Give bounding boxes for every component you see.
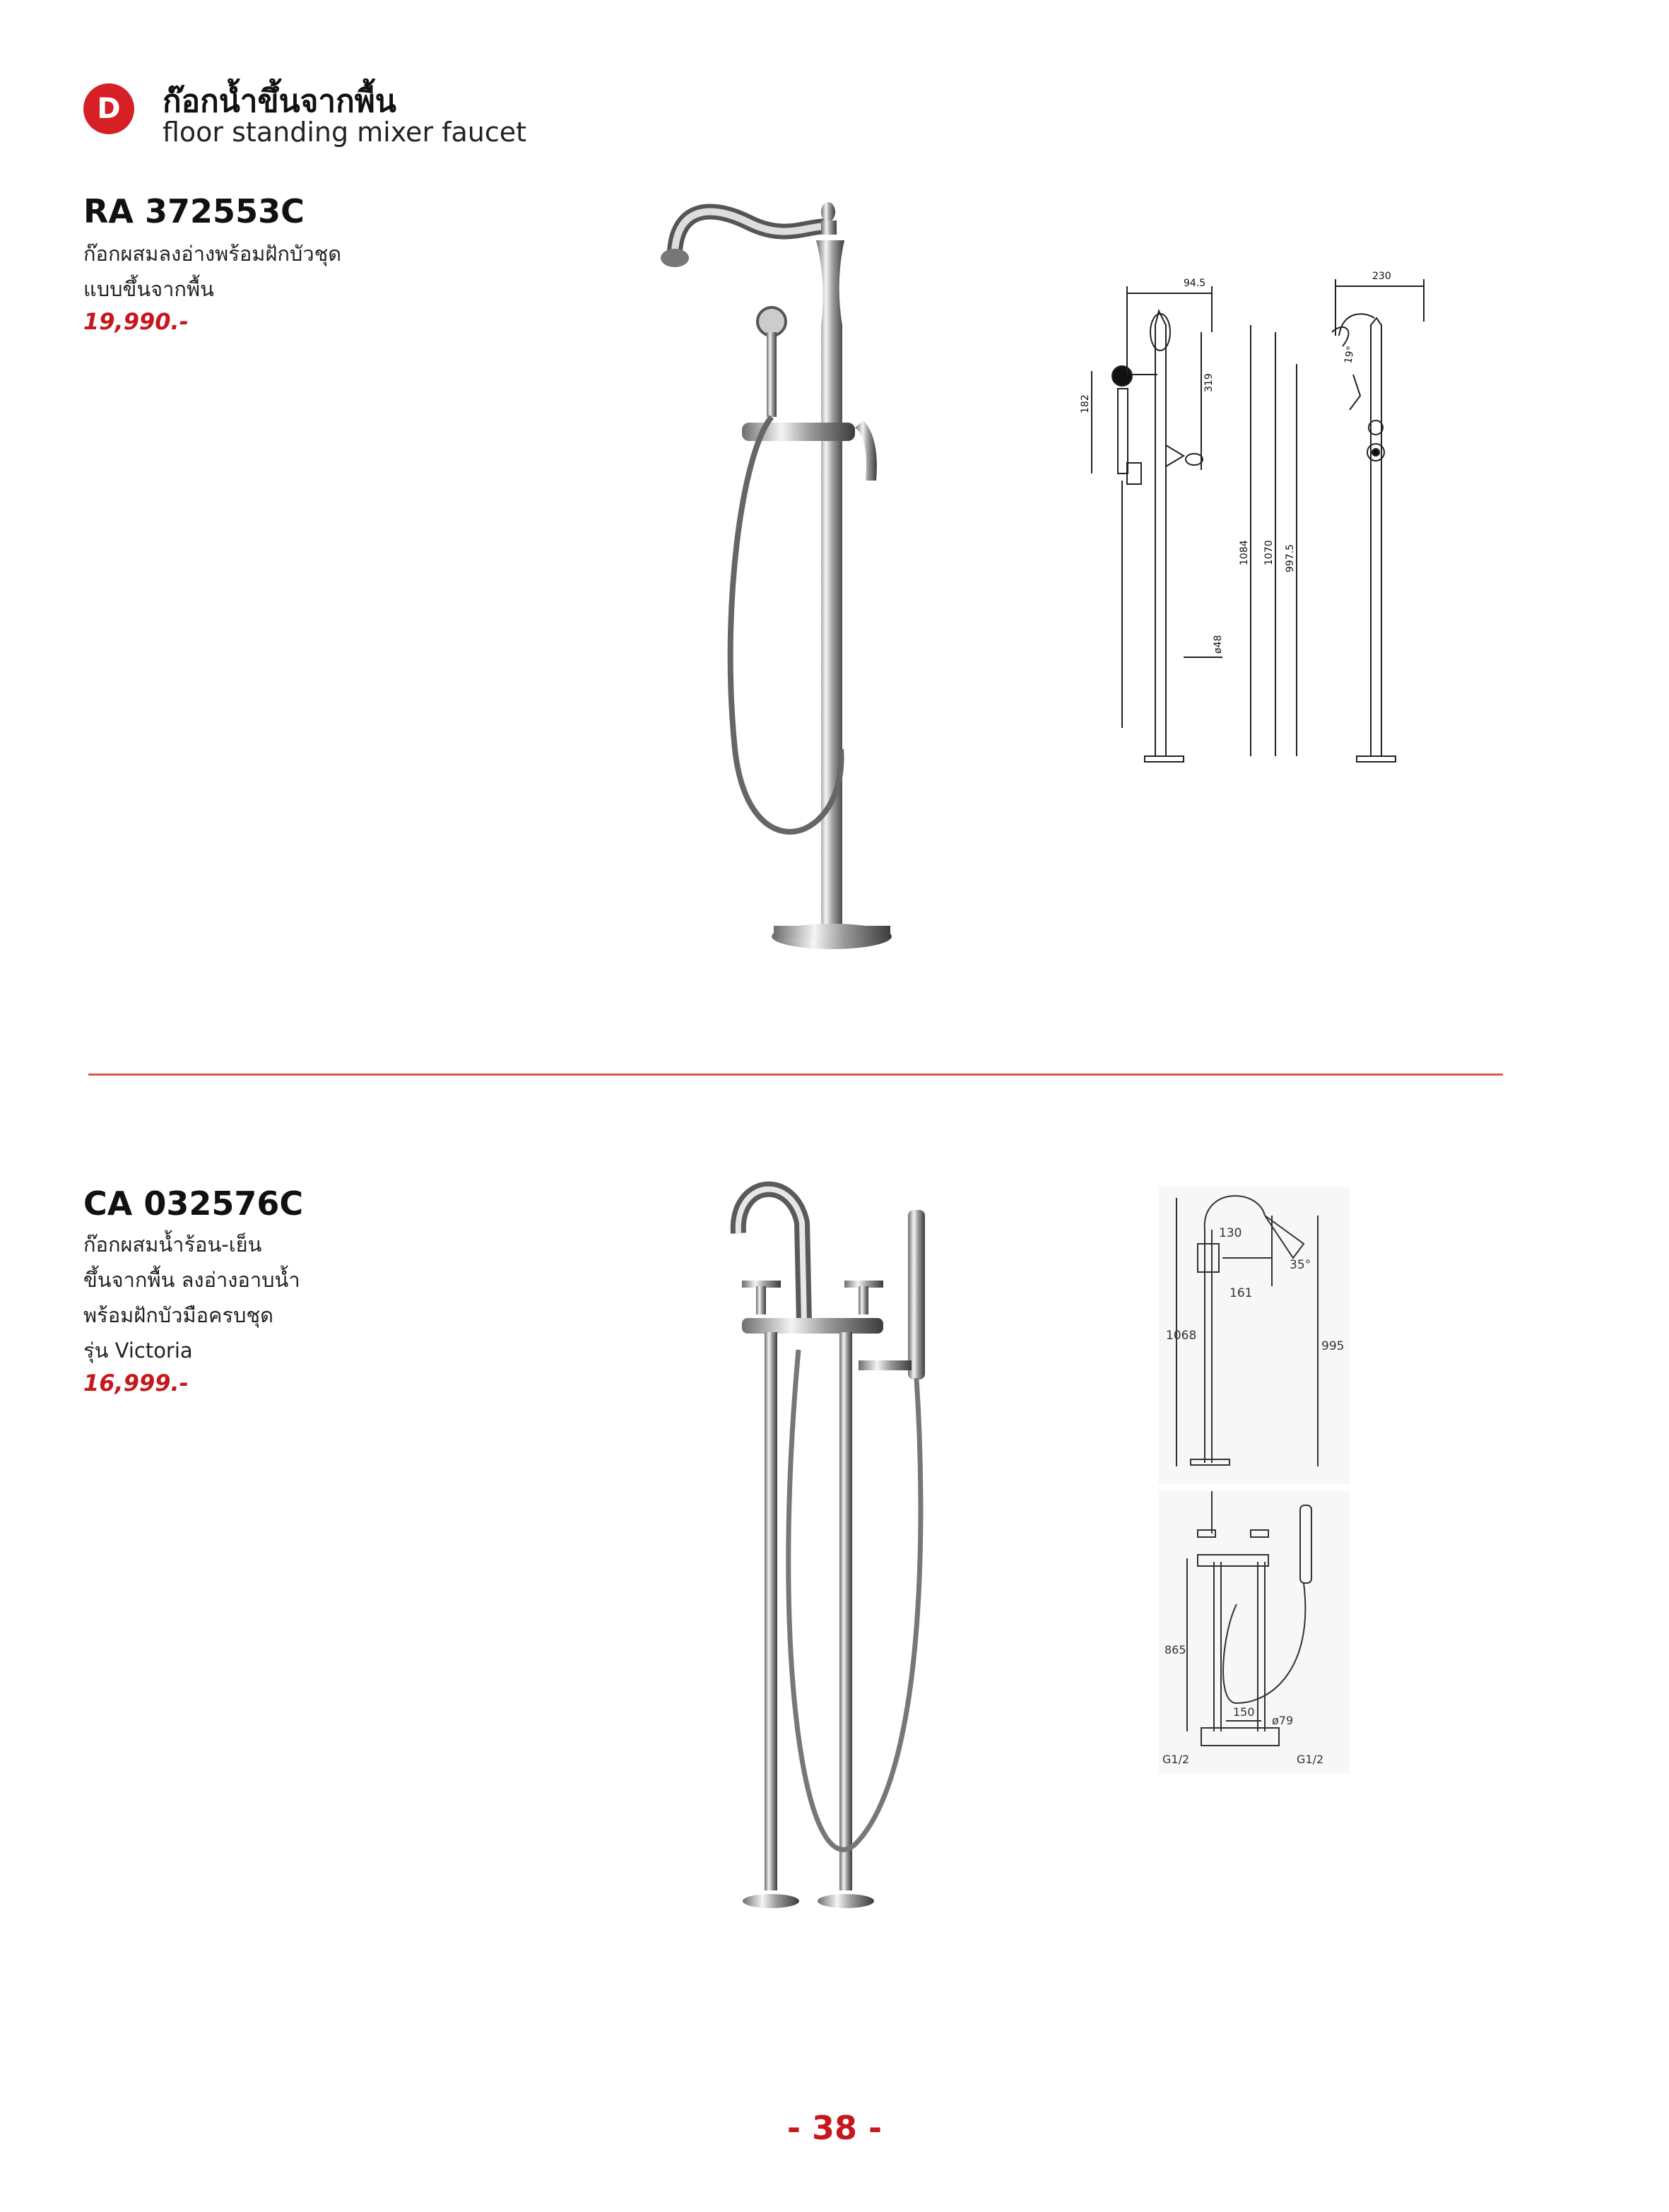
dimension-label: ø48 [1213,635,1224,654]
section-title-english: floor standing mixer faucet [163,117,527,148]
section-badge: D [83,83,134,134]
product-price: 16,999.- [83,1370,189,1396]
dimension-label: ø79 [1272,1714,1294,1727]
dimension-label: 150 [1233,1705,1255,1719]
dimension-label: 94.5 [1184,278,1206,289]
technical-drawing-ca032576c-front [1159,1491,1350,1774]
dimension-label: 161 [1229,1286,1253,1300]
dimension-label: 230 [1372,271,1391,282]
dimension-label: 997.5 [1285,543,1296,572]
dimension-label: 130 [1219,1226,1242,1240]
description-line: ก๊อกผสมลงอ่างพร้อมฝักบัวชุด [83,242,342,266]
product-photo-classic-faucet [636,184,919,975]
dimension-label: 1084 [1239,540,1250,565]
section-title-thai: ก๊อกน้ำขึ้นจากพื้น [163,83,396,119]
dimension-label: G1/2 [1162,1753,1190,1766]
product-code: CA 032576C [83,1184,304,1223]
dimension-label: 182 [1080,394,1091,413]
dimension-label: 1068 [1166,1329,1197,1343]
description-line: แบบขึ้นจากพื้น [83,277,214,301]
technical-drawing-ra372553c [1060,269,1463,777]
product-code: RA 372553C [83,192,305,230]
description-line: รุ่น Victoria [83,1339,193,1363]
dimension-label: 319 [1203,373,1215,392]
section-divider [88,1073,1503,1076]
dimension-label: 865 [1164,1643,1186,1657]
dimension-label: 1070 [1263,540,1275,565]
description-line: ขึ้นจากพื้น ลงอ่างอาบน้ำ [83,1268,300,1292]
dimension-label: G1/2 [1297,1753,1324,1766]
product-description [83,236,341,307]
product-photo-victoria-faucet [714,1166,968,1943]
product-price: 19,990.- [83,308,189,335]
dimension-label: 995 [1321,1339,1345,1353]
dimension-label: 35° [1290,1258,1311,1272]
technical-drawing-ca032576c-side [1159,1187,1350,1484]
description-line: พร้อมฝักบัวมือครบชุด [83,1303,273,1327]
dimension-label: 19° [1343,345,1357,365]
description-line: ก๊อกผสมน้ำร้อน-เย็น [83,1233,262,1257]
product-description [83,1227,300,1368]
page-number: - 38 - [786,2109,883,2147]
